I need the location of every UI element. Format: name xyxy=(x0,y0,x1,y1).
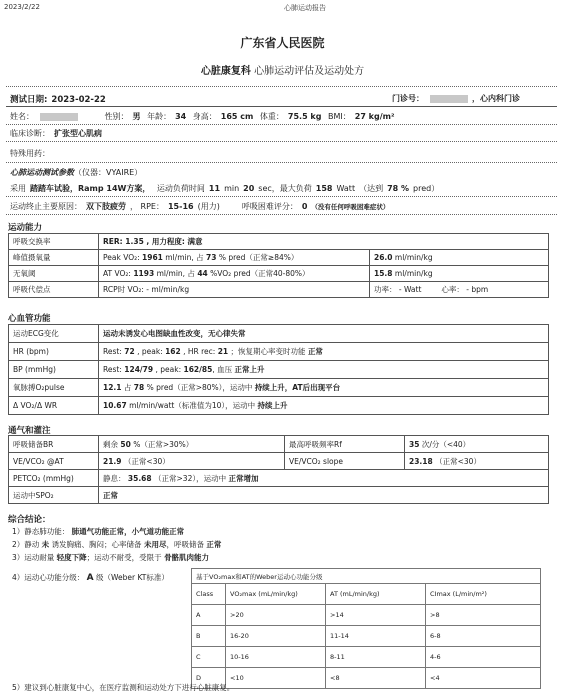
vo2-wr-trend: 持续上升 xyxy=(257,401,288,410)
peak-vo2-kg-cell xyxy=(370,250,549,266)
dyspnea-note: （没有任何呼吸困难症状） xyxy=(311,203,390,211)
section-cardiovascular: 心血管功能 xyxy=(8,314,51,324)
table-cell: 16-20 xyxy=(226,626,326,647)
slope-cell xyxy=(405,453,549,470)
conclusion-3 xyxy=(12,552,209,563)
hospital-name: 广东省人民医院 xyxy=(240,36,325,50)
divider xyxy=(6,106,557,107)
table-row xyxy=(9,470,549,487)
medication-label: 特殊用药： xyxy=(10,149,50,158)
item-label: 3）运动耐量 xyxy=(12,553,55,562)
rf-unit: 次/分（<40） xyxy=(421,439,471,449)
table-row xyxy=(192,605,541,626)
redacted-name xyxy=(40,113,78,121)
row-label: PETCO₂ (mmHg) xyxy=(9,470,99,487)
br-cell xyxy=(99,436,285,453)
peak-vo2-pred: 73 xyxy=(206,253,217,262)
max-load-value: 158 xyxy=(315,184,333,193)
weight-value: 75.5 kg xyxy=(287,112,322,121)
department-title: 心脏康复科 xyxy=(200,66,251,77)
protocol-label: 采用 xyxy=(10,184,26,193)
column-header: CImax (L/min/m²) xyxy=(426,584,541,605)
table-row xyxy=(9,453,549,470)
column-header: VO₂max (mL/min/kg) xyxy=(226,584,326,605)
item-value: 骨骼肌肉能力 xyxy=(164,553,210,562)
height-label: 身高： xyxy=(192,112,217,121)
clinic-row xyxy=(392,93,524,104)
table-header-row xyxy=(192,584,541,605)
duration-label: 运动负荷时间 xyxy=(156,184,205,193)
pred-label: pred） xyxy=(413,184,440,193)
test-date-label: 测试日期: xyxy=(10,95,48,105)
medication-row xyxy=(10,148,54,159)
item-label: 1）静态肺功能： xyxy=(12,527,70,536)
table-row xyxy=(192,647,541,668)
slope-label: VE/VCO₂ slope xyxy=(285,453,405,470)
chronotropic-value: 正常 xyxy=(307,347,323,356)
table-row xyxy=(9,266,549,282)
table-cell: <4 xyxy=(426,668,541,689)
normal-range: %（正常>30%） xyxy=(133,439,194,449)
min-unit: min xyxy=(224,184,240,193)
protocol-row xyxy=(10,183,443,194)
table-cell: 6-8 xyxy=(426,626,541,647)
table-row xyxy=(9,361,549,379)
table-row xyxy=(9,343,549,361)
gender-label: 性别： xyxy=(104,112,129,121)
unit-text: ml/min/kg xyxy=(394,253,433,262)
at-vo2-value: 1193 xyxy=(133,269,155,278)
table-title-row xyxy=(192,569,541,584)
item-value: 正常 xyxy=(206,540,222,549)
br-value: 50 xyxy=(120,439,131,449)
diagnosis-row xyxy=(10,128,106,139)
o2pulse-trend: 持续上升，AT后出现平台 xyxy=(254,383,341,392)
test-date-row xyxy=(10,93,110,105)
petco2-value: 35.68 xyxy=(127,473,152,483)
petco2-cell xyxy=(99,470,549,487)
unit-text: ml/min/kg xyxy=(394,269,433,278)
ve-vco2-at-cell xyxy=(99,453,285,470)
weber-table-title: 基于VO₂max和AT的Weber运动心功能分级 xyxy=(192,569,541,584)
table-cell: <10 xyxy=(226,668,326,689)
bp-rest: 124/79 xyxy=(124,365,154,374)
unit-text: ml/min, 占 xyxy=(156,269,195,278)
conclusion-2 xyxy=(12,539,221,550)
divider xyxy=(6,162,557,163)
hr-cell xyxy=(99,343,549,361)
chronotropic-label: ；恢复期心率变时功能 xyxy=(230,347,306,356)
age-value: 34 xyxy=(175,112,187,121)
normal-range: % pred（正常≥84%） xyxy=(218,253,299,262)
gender-value: 男 xyxy=(132,112,141,121)
slope-value: 23.18 xyxy=(409,456,433,466)
bp-response: 正常上升 xyxy=(234,365,265,374)
row-label: 氧脉搏O₂pulse xyxy=(9,379,99,397)
section-exercise-capacity: 运动能力 xyxy=(8,223,43,233)
conclusion-5: 5）建议到心脏康复中心，在医疗监测和运动处方下进行心脏康复。 xyxy=(12,683,235,692)
bp-cell xyxy=(99,361,549,379)
conclusion-title: 综合结论： xyxy=(8,515,51,525)
age-label: 年龄： xyxy=(147,112,172,121)
duration-min: 11 xyxy=(208,184,221,193)
divider xyxy=(6,124,557,125)
pred-percent: 78 % xyxy=(387,184,410,193)
table-row xyxy=(9,487,549,504)
cpet-title: 心肺运动测试参数 xyxy=(10,168,74,177)
rer-value: RER: 1.35 , 用力程度: 满意 xyxy=(99,234,549,250)
table-row xyxy=(9,379,549,397)
table-row xyxy=(9,325,549,343)
rpe-value: 15-16 xyxy=(167,202,194,211)
normal-range: （正常>32），运动中 xyxy=(154,473,227,483)
o2pulse-value: 12.1 xyxy=(103,383,122,392)
rpe-label: ， RPE： xyxy=(130,202,164,211)
document-header-title: 心肺运动报告 xyxy=(284,4,326,12)
watt-unit: Watt xyxy=(336,184,356,193)
row-label: 运动中SPO₂ xyxy=(9,487,99,504)
department: ，心内科门诊 xyxy=(472,94,520,103)
dyspnea-value: 0 xyxy=(301,202,308,211)
item-label: 2）静动 xyxy=(12,540,40,549)
row-label: 呼吸储备BR xyxy=(9,436,99,453)
percent-label: 占 xyxy=(123,383,132,392)
item-text: 级（Weber KT标准） xyxy=(96,573,169,582)
termination-reason: 双下肢疲劳 xyxy=(86,202,126,211)
table-cell: >8 xyxy=(426,605,541,626)
clinic-label: 门诊号： xyxy=(392,94,424,103)
divider xyxy=(6,214,557,215)
print-date: 2023/2/22 xyxy=(4,3,40,11)
table-cell: B xyxy=(192,626,226,647)
at-vo2-kg-cell xyxy=(370,266,549,282)
column-header: Class xyxy=(192,584,226,605)
vo2-wr-text: ml/min/watt（标准值为10），运动中 xyxy=(129,401,256,410)
column-header: AT (mL/min/kg) xyxy=(326,584,426,605)
ventilation-table xyxy=(8,435,549,504)
table-cell: 4-6 xyxy=(426,647,541,668)
table-cell: >14 xyxy=(326,605,426,626)
cpet-section-title xyxy=(10,167,142,178)
remaining-label: 剩余 xyxy=(103,439,118,449)
termination-label: 运动终止主要原因： xyxy=(10,202,82,211)
bmi-label: BMI： xyxy=(328,112,351,121)
table-cell: >20 xyxy=(226,605,326,626)
reach-label: （达到 xyxy=(359,184,384,193)
cpet-instrument: （仪器：VYAIRE） xyxy=(74,168,143,177)
diagnosis-value: 扩张型心肌病 xyxy=(54,129,102,138)
item-value: 未用尽 xyxy=(143,540,167,549)
hr-rest: 72 xyxy=(124,347,135,356)
row-label: 呼吸代偿点 xyxy=(9,282,99,298)
table-row xyxy=(9,250,549,266)
at-vo2-cell xyxy=(99,266,370,282)
table-row xyxy=(192,668,541,689)
o2pulse-cell xyxy=(99,379,549,397)
ve-vco2-at-value: 21.9 xyxy=(103,456,122,466)
hr-peak: 162 xyxy=(165,347,181,356)
unit-text: ml/min, 占 xyxy=(165,253,204,262)
divider xyxy=(6,86,557,87)
table-cell: 10-16 xyxy=(226,647,326,668)
table-row xyxy=(9,282,549,298)
section-ventilation: 通气和灌注 xyxy=(8,426,51,436)
peak-vo2-value: 1961 xyxy=(142,253,163,262)
vo2-wr-value: 10.67 xyxy=(103,401,127,410)
diagnosis-label: 临床诊断： xyxy=(10,129,50,138)
bp-peak: 162/85 xyxy=(183,365,213,374)
table-cell: 8-11 xyxy=(326,647,426,668)
rf-value: 35 xyxy=(409,439,420,449)
row-label: 峰值摄氧量 xyxy=(9,250,99,266)
weber-class: A xyxy=(86,573,94,583)
rest-label: Rest: xyxy=(103,365,122,374)
rcp-power: 功率： - Watt xyxy=(374,285,422,294)
table-row xyxy=(192,626,541,647)
duration-sec: 20 xyxy=(243,184,255,193)
table-cell: <8 xyxy=(326,668,426,689)
row-label: 运动ECG变化 xyxy=(9,325,99,343)
rcp-cell: RCP时 VO₂: - ml/min/kg xyxy=(99,282,370,298)
item-value: 未 xyxy=(41,540,50,549)
vo2-wr-cell xyxy=(99,397,549,415)
hr-rec-label: , HR rec: xyxy=(183,347,216,356)
rf-label: 最高呼吸频率Rf xyxy=(285,436,405,453)
table-cell: 11-14 xyxy=(326,626,426,647)
rest-label: Rest: xyxy=(103,347,122,356)
rf-cell xyxy=(405,436,549,453)
divider xyxy=(6,196,557,197)
report-title: 心肺运动评估及运动处方 xyxy=(250,66,365,77)
table-cell: C xyxy=(192,647,226,668)
item-value: 轻度下降 xyxy=(56,553,87,562)
spo2-value: 正常 xyxy=(99,487,549,504)
conclusion-1 xyxy=(12,526,184,537)
normal-range: % pred（正常>80%），运动中 xyxy=(146,383,253,392)
exercise-capacity-table xyxy=(8,233,549,298)
protocol-name: 踏踏车试验，Ramp 14W方案， xyxy=(30,184,151,193)
petco2-trend: 正常增加 xyxy=(228,473,259,483)
divider xyxy=(6,141,557,142)
item-text: 诱发胸痛、胸闷；心率储备 xyxy=(51,540,142,549)
height-value: 165 cm xyxy=(220,112,254,121)
table-row xyxy=(9,234,549,250)
max-load-label: sec，最大负荷 xyxy=(258,184,312,193)
peak-label: , peak: xyxy=(155,365,182,374)
termination-row xyxy=(10,201,393,212)
item-text: ，呼吸储备 xyxy=(166,540,204,549)
name-label: 姓名： xyxy=(10,112,34,121)
ecg-value: 运动未诱发心电图缺血性改变，无心律失常 xyxy=(99,325,549,343)
rpe-unit: (用力) xyxy=(197,202,220,211)
row-label: 呼吸交换率 xyxy=(9,234,99,250)
conclusion-4 xyxy=(12,572,169,583)
at-vo2-kg: 15.8 xyxy=(374,269,393,278)
rcp-power-hr-cell xyxy=(370,282,549,298)
row-label: HR (bpm) xyxy=(9,343,99,361)
rcp-hr: 心率： - bpm xyxy=(441,285,489,294)
rest-label: 静息： xyxy=(103,473,126,483)
patient-info-row xyxy=(10,111,399,122)
dyspnea-label: 呼吸困难评分： xyxy=(241,202,298,211)
normal-range: %VO₂ pred（正常40-80%） xyxy=(210,269,310,278)
table-cell: D xyxy=(192,668,226,689)
row-label: Δ VO₂/Δ WR xyxy=(9,397,99,415)
weight-label: 体重： xyxy=(259,112,284,121)
item-label: 4）运动心功能分级： xyxy=(12,573,85,582)
bp-label: , 血压 xyxy=(212,365,233,374)
at-vo2-label: AT VO₂: xyxy=(103,269,131,278)
peak-vo2-cell xyxy=(99,250,370,266)
item-value: 肺通气功能正常，小气道功能正常 xyxy=(71,527,185,536)
o2pulse-pred: 78 xyxy=(133,383,145,392)
cardiovascular-table xyxy=(8,324,549,415)
peak-label: , peak: xyxy=(137,347,163,356)
normal-range: （正常<30） xyxy=(123,456,170,466)
row-label: BP (mmHg) xyxy=(9,361,99,379)
row-label: 无氧阈 xyxy=(9,266,99,282)
normal-range: （正常<30） xyxy=(435,456,481,466)
bmi-value: 27 kg/m² xyxy=(354,112,395,121)
item-text: ；运动不耐受，受限于 xyxy=(86,553,162,562)
table-row xyxy=(9,397,549,415)
table-cell: A xyxy=(192,605,226,626)
peak-vo2-kg: 26.0 xyxy=(374,253,393,262)
weber-class-table xyxy=(191,568,541,689)
table-row xyxy=(9,436,549,453)
at-vo2-pred: 44 xyxy=(197,269,208,278)
test-date-value: 2023-02-22 xyxy=(51,95,106,105)
hr-rec: 21 xyxy=(217,347,229,356)
row-label: VE/VCO₂ @AT xyxy=(9,453,99,470)
redacted-id xyxy=(430,95,468,103)
peak-vo2-label: Peak VO₂: xyxy=(103,253,140,262)
report-subtitle xyxy=(0,62,565,77)
